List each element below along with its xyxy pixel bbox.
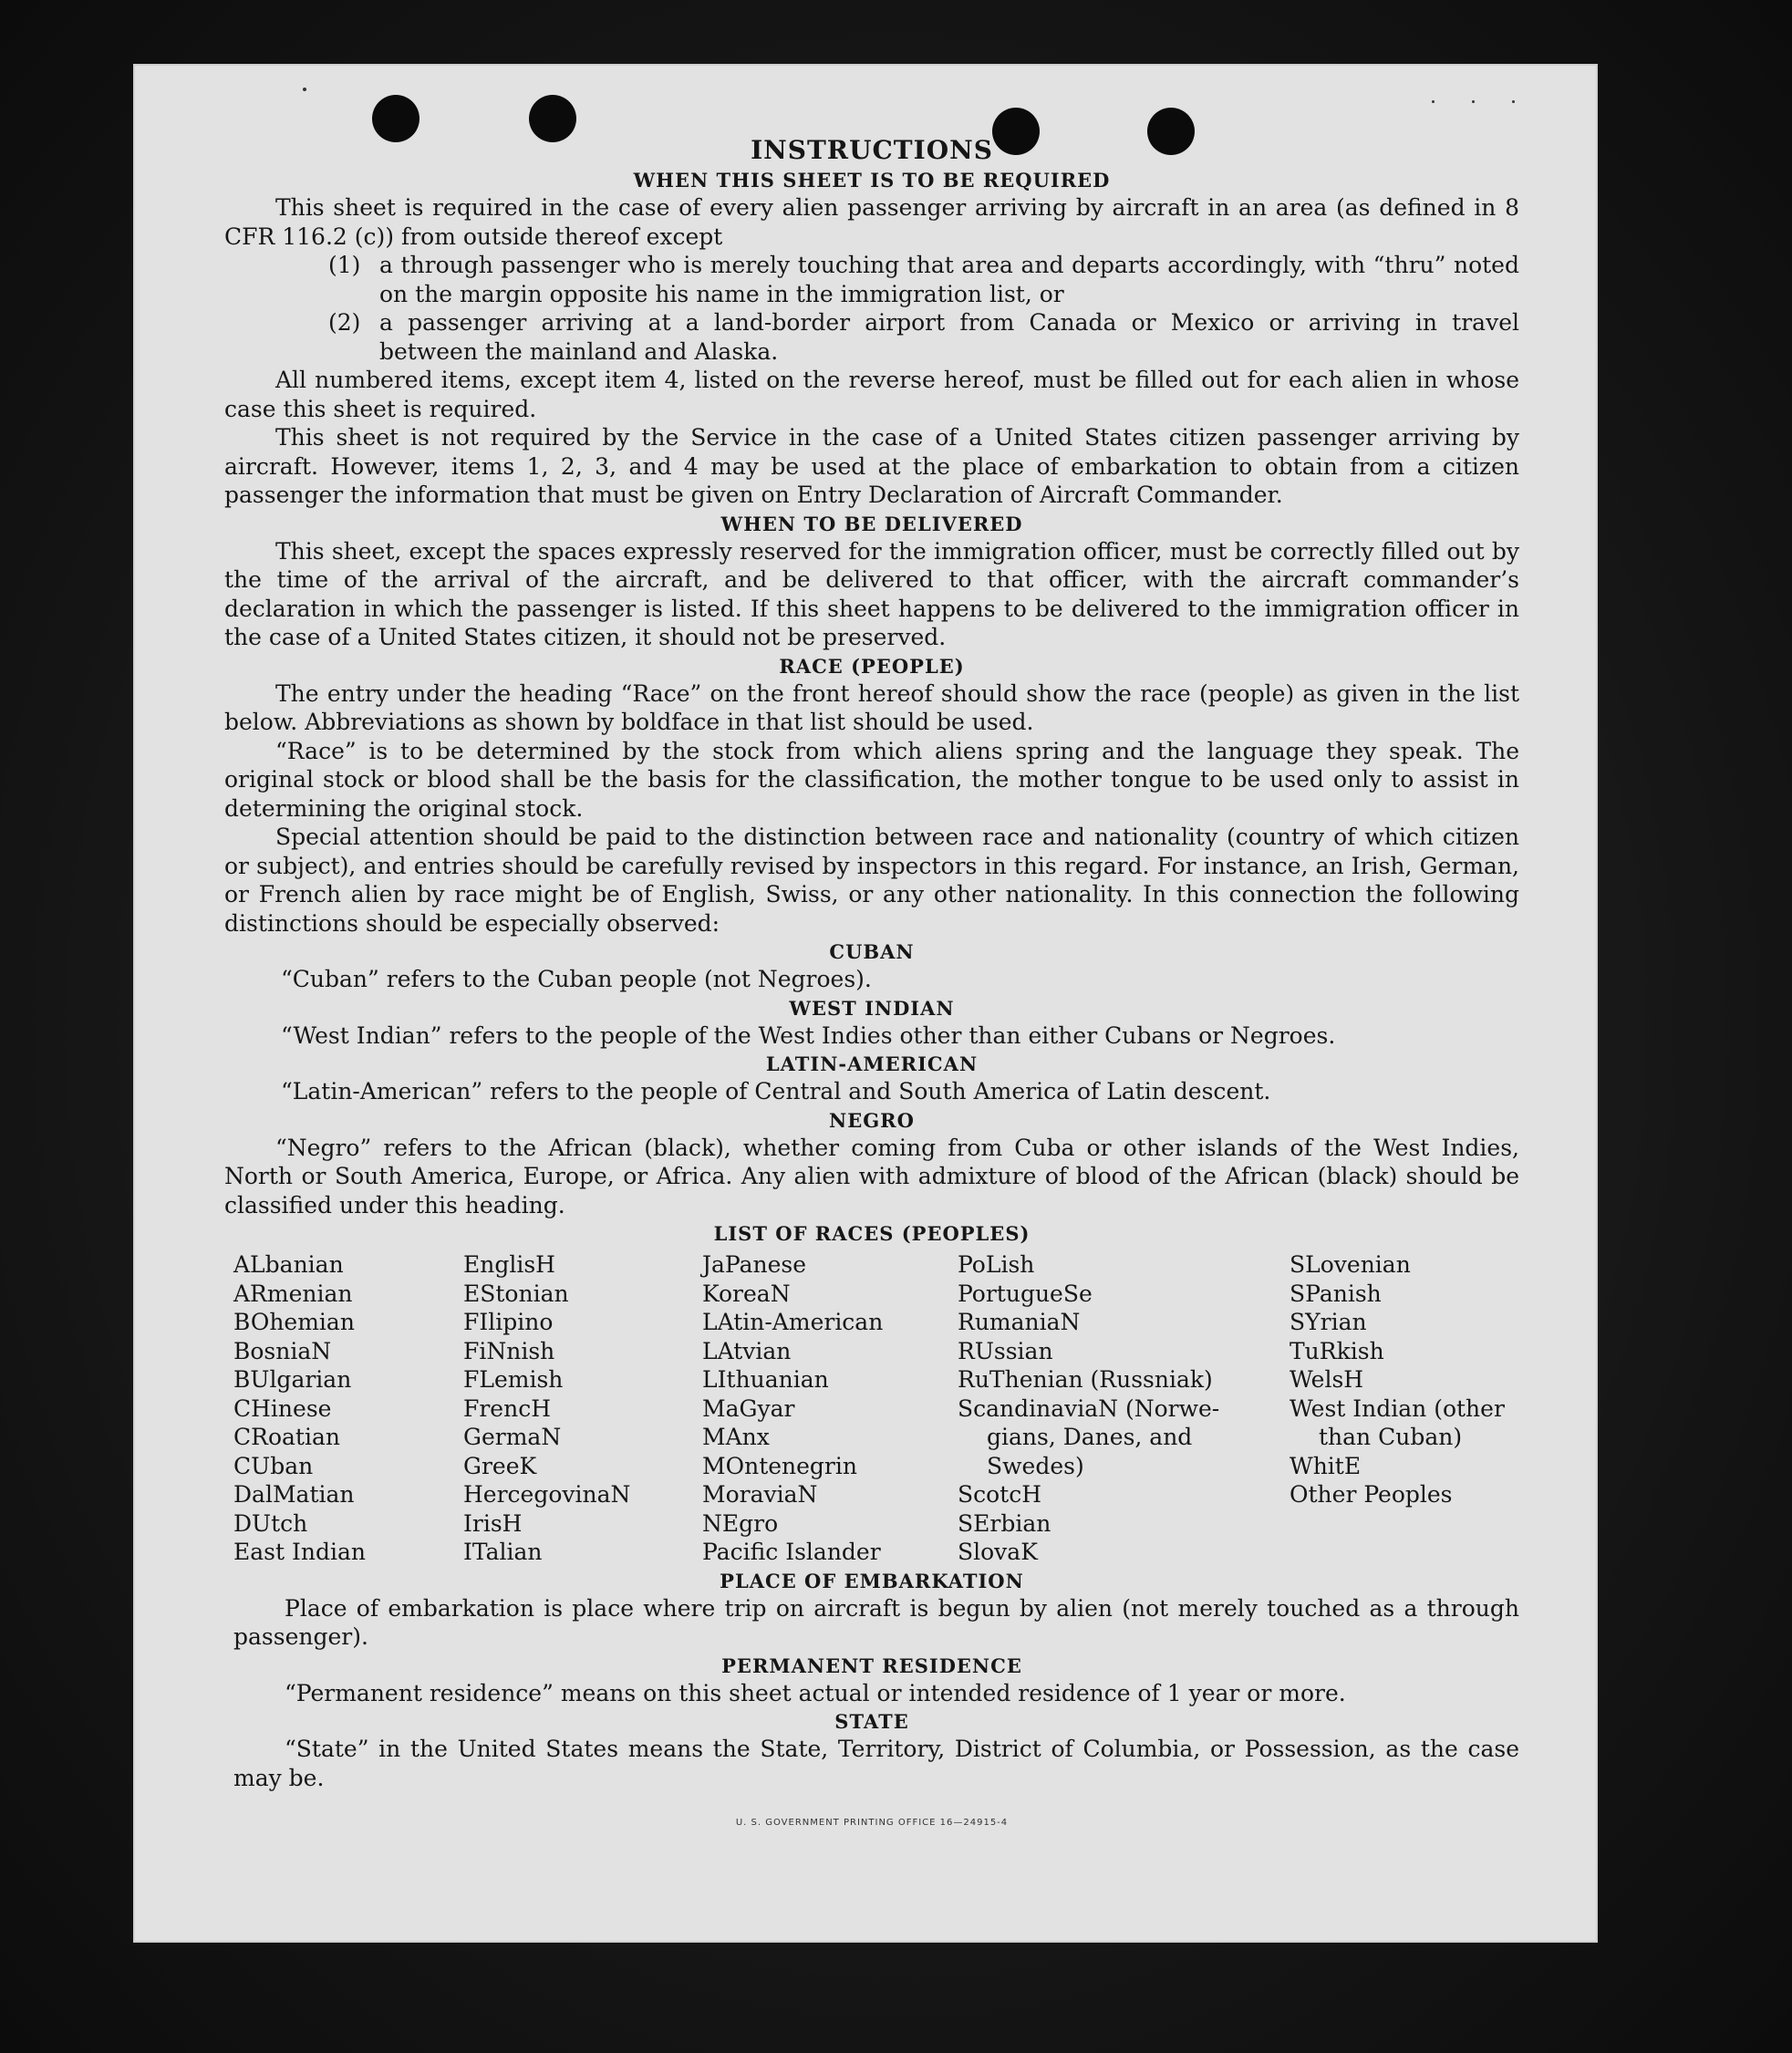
scan-speck	[1432, 100, 1435, 103]
race-entry: FLemish	[463, 1366, 564, 1393]
section-heading-embarkation: PLACE OF EMBARKATION	[720, 1569, 1024, 1592]
printer-imprint: U. S. GOVERNMENT PRINTING OFFICE 16—24915-4	[735, 1818, 1009, 1828]
race-entry: MoraviaN	[702, 1481, 818, 1508]
definition: “Cuban” refers to the Cuban people (not Negroes).	[281, 966, 872, 992]
race-entry: ARmenian	[233, 1280, 353, 1307]
paragraph: This sheet is required in the case of every alien passenger arriving by aircraft in an area (as defined in 8 CFR 116.2 (c)) from outside thereof except	[224, 194, 1519, 250]
races-column	[958, 1250, 1290, 1567]
race-entry: Other Peoples	[1290, 1481, 1453, 1508]
race-entry: SLovenian	[1290, 1251, 1411, 1278]
definition: “State” in the United States means the State, Territory, District of Columbia, or Possession, as the case may be.	[233, 1736, 1519, 1791]
race-entry: EnglisH	[463, 1251, 555, 1278]
race-entry: RUssian	[958, 1337, 1053, 1364]
race-entry: MAnx	[702, 1424, 770, 1450]
definition: Place of embarkation is place where trip on aircraft is begun by alien (not merely touched as a through passenger).	[233, 1594, 1519, 1650]
paragraph: “Race” is to be determined by the stock from which aliens spring and the language they speak. The original stock or blood shall be the basis for the classification, the mother tongue to be used only to assist in determining the original stock.	[224, 737, 1519, 822]
section-heading-when-required: WHEN THIS SHEET IS TO BE REQUIRED	[633, 169, 1111, 192]
race-entry: MOntenegrin	[702, 1452, 857, 1479]
scan-speck	[1472, 100, 1475, 103]
race-entry: NEgro	[702, 1509, 779, 1537]
item-text: a through passenger who is merely touching that area and departs accordingly, with “thru” noted on the margin opposite his name in the immigration list, or	[379, 252, 1519, 307]
paragraph: This sheet, except the spaces expressly reserved for the immigration officer, must be correctly filled out by the time of the arrival of the aircraft, and be delivered to that officer, with the aircraft commander’s declaration in which the passenger is listed. If this sheet happens to be delivered to the immigration officer in the case of a United States citizen, it should not be preserved.	[224, 537, 1519, 650]
race-entry: DUtch	[233, 1509, 308, 1537]
section-heading-when-delivered: WHEN TO BE DELIVERED	[720, 512, 1023, 535]
section-heading-negro: NEGRO	[829, 1108, 915, 1132]
page-title: INSTRUCTIONS	[751, 135, 993, 165]
race-entry: East Indian	[233, 1539, 366, 1565]
section-heading-list-of-races: LIST OF RACES (PEOPLES)	[713, 1222, 1031, 1245]
race-entry: MaGyar	[702, 1395, 795, 1422]
race-entry: GreeK	[463, 1452, 537, 1479]
race-entry: BUlgarian	[233, 1366, 352, 1393]
section-heading-state: STATE	[834, 1710, 909, 1733]
race-entry: BosniaN	[233, 1337, 332, 1364]
race-entry: than Cuban)	[1319, 1424, 1463, 1450]
race-entry: Swedes)	[987, 1452, 1084, 1479]
race-entry: PoLish	[958, 1251, 1035, 1278]
race-entry: KoreaN	[702, 1280, 791, 1307]
race-entry: RumaniaN	[958, 1309, 1081, 1335]
race-entry: GermaN	[463, 1424, 562, 1450]
race-entry: LIthuanian	[702, 1366, 829, 1393]
race-entry: EStonian	[463, 1280, 569, 1307]
race-entry: WelsH	[1290, 1366, 1364, 1393]
race-entry: IrisH	[463, 1509, 523, 1537]
race-entry: JaPanese	[702, 1251, 807, 1278]
race-entry: LAtvian	[702, 1337, 792, 1364]
races-column	[233, 1250, 463, 1567]
race-entry: TuRkish	[1290, 1337, 1384, 1364]
race-entry: SlovaK	[958, 1539, 1038, 1565]
race-entry: WhitE	[1290, 1452, 1362, 1479]
race-entry: FiNnish	[463, 1337, 555, 1364]
section-heading-latin-american: LATIN-AMERICAN	[765, 1052, 979, 1075]
races-list	[233, 1250, 1519, 1567]
paragraph: The entry under the heading “Race” on the front hereof should show the race (people) as given in the list below. Abbreviations as shown by boldface in that list should be used.	[224, 679, 1519, 735]
race-entry: ALbanian	[233, 1251, 344, 1278]
race-entry: SYrian	[1290, 1309, 1367, 1335]
definition: “Latin-American” refers to the people of Central and South America of Latin descent.	[281, 1078, 1271, 1104]
races-column	[1290, 1250, 1528, 1567]
race-entry: PortugueSe	[958, 1280, 1093, 1307]
race-entry: DalMatian	[233, 1481, 355, 1508]
race-entry: gians, Danes, and	[987, 1424, 1193, 1450]
race-entry: ITalian	[463, 1539, 543, 1565]
list-item	[328, 308, 1519, 366]
race-entry: FIlipino	[463, 1309, 554, 1335]
race-entry: CHinese	[233, 1395, 332, 1422]
document-sheet	[133, 64, 1598, 1943]
race-entry: ScotcH	[958, 1481, 1042, 1508]
race-entry: FrencH	[463, 1395, 551, 1422]
scan-speck	[303, 88, 306, 91]
instructions-text	[224, 135, 1519, 1838]
race-entry: ScandinaviaN (Norwe-	[958, 1395, 1220, 1422]
race-entry: CUban	[233, 1452, 314, 1479]
list-item	[328, 251, 1519, 308]
race-entry: BOhemian	[233, 1309, 355, 1335]
definition: “Permanent residence” means on this sheet actual or intended residence of 1 year or more.	[285, 1679, 1346, 1706]
paragraph: All numbered items, except item 4, listed on the reverse hereof, must be filled out for each alien in whose case this sheet is required.	[224, 367, 1519, 422]
definition: “Negro” refers to the African (black), whether coming from Cuba or other islands of the West Indies, North or South America, Europe, or Africa. Any alien with admixture of blood of the African (black) should be classified under this heading.	[224, 1134, 1519, 1218]
races-column	[702, 1250, 958, 1567]
race-entry: HercegovinaN	[463, 1481, 631, 1508]
race-entry: West Indian (other	[1290, 1395, 1505, 1422]
race-entry: SPanish	[1290, 1280, 1382, 1307]
definition: “West Indian” refers to the people of the West Indies other than either Cubans or Negroes.	[281, 1021, 1336, 1049]
race-entry: RuThenian (Russniak)	[958, 1366, 1213, 1393]
race-entry: LAtin-American	[702, 1309, 884, 1335]
section-heading-west-indian: WEST INDIAN	[789, 996, 955, 1020]
item-text: a passenger arriving at a land-border airport from Canada or Mexico or arriving in travel between the mainland and Alaska.	[379, 309, 1519, 365]
scan-speck	[1512, 100, 1515, 103]
section-heading-race: RACE (PEOPLE)	[779, 654, 965, 678]
races-column	[463, 1250, 702, 1567]
paragraph: This sheet is not required by the Service in the case of a United States citizen passenger arriving by aircraft. However, items 1, 2, 3, and 4 may be used at the place of embarkation to obtain from a citizen passenger the information that must be given on Entry Declaration of Aircraft Commander.	[224, 424, 1519, 508]
race-entry: Pacific Islander	[702, 1539, 881, 1565]
section-heading-residence: PERMANENT RESIDENCE	[721, 1654, 1022, 1677]
race-entry: SErbian	[958, 1509, 1051, 1537]
item-number: (1)	[328, 252, 361, 278]
race-entry: CRoatian	[233, 1424, 340, 1450]
item-number: (2)	[328, 309, 361, 336]
section-heading-cuban: CUBAN	[829, 940, 915, 963]
paragraph: Special attention should be paid to the distinction between race and nationality (country of which citizen or subject), and entries should be carefully revised by inspectors in this regard. For instance, an Irish, German, or French alien by race might be of English, Swiss, or any other nationality. In this connection the following distinctions should be especially observed:	[224, 824, 1519, 937]
